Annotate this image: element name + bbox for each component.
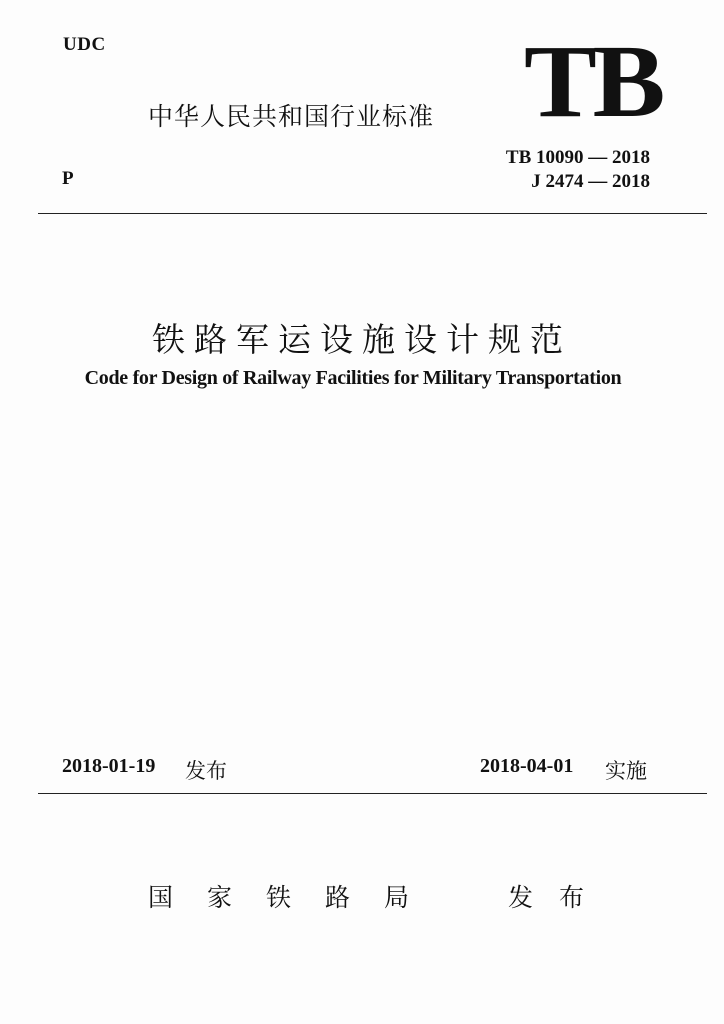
top-divider (38, 213, 707, 214)
publish-label: 发布 (508, 883, 611, 912)
issuing-authority: 国家铁路局 (148, 883, 444, 912)
udc-label: UDC (63, 34, 106, 55)
implementation-date: 2018-04-01 (480, 755, 574, 777)
standard-codes (506, 146, 650, 194)
record-number: J 2474 — 2018 (531, 171, 650, 192)
tb-logo: TB (524, 24, 662, 139)
implementation-label: 实施 (605, 759, 647, 783)
document-title-chinese: 铁路军运设施设计规范 (152, 320, 572, 359)
standard-number: TB 10090 — 2018 (505, 147, 650, 168)
issue-label: 发布 (185, 759, 227, 783)
classification-code: P (62, 168, 74, 189)
document-title-english: Code for Design of Railway Facilities for Military Transportation (84, 367, 622, 389)
bottom-divider (38, 793, 707, 794)
issue-date: 2018-01-19 (62, 755, 156, 777)
industry-standard-title: 中华人民共和国行业标准 (148, 102, 435, 131)
